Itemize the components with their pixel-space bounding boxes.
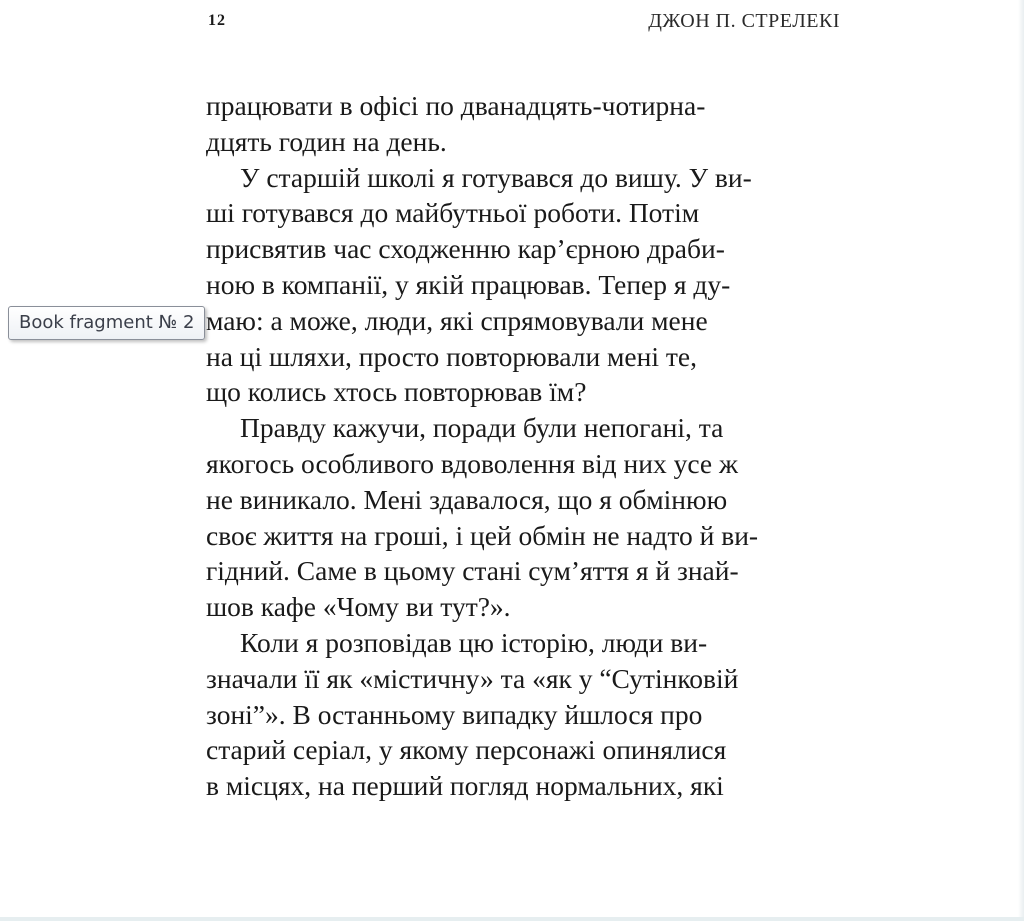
text-line: в місцях, на перший погляд нормальних, які: [206, 770, 724, 802]
text-line: дцять годин на день.: [206, 125, 447, 157]
text-line: зоні”». В останньому випадку йшлося про: [206, 698, 703, 730]
text-line: Коли я розповідав цю історію, люди ви-: [240, 626, 708, 658]
fragment-tooltip: Book fragment № 2: [8, 306, 205, 340]
text-line: шов кафе «Чому ви тут?».: [206, 591, 511, 623]
text-line: маю: а може, люди, які спрямовували мене: [206, 304, 708, 336]
text-line: не виникало. Мені здавалося, що я обмінюю: [206, 483, 728, 515]
text-line: присвятив час сходженню кар’єрною драби-: [206, 233, 725, 265]
text-line: на ці шляхи, просто повторювали мені те,: [206, 340, 697, 372]
text-line: Правду кажучи, поради були непогані, та: [240, 412, 724, 444]
text-line: значали її як «містичну» та «як у “Сутінковій: [206, 662, 739, 694]
page-number: 12: [208, 12, 226, 29]
text-line: працювати в офісі по дванадцять-чотирна-: [206, 90, 706, 121]
page-edge-shadow: [1018, 0, 1024, 921]
text-line: У старшій школі я готувався до вишу. У ви-: [240, 161, 752, 193]
text-line: гідний. Саме в цьому стані сум’яття я й знай-: [206, 555, 739, 587]
text-line: ною в компанії, у якій працював. Тепер я ду-: [206, 268, 731, 300]
page-bottom-edge: [0, 917, 1024, 921]
running-head-author: ДЖОН П. СТРЕЛЕКІ: [648, 10, 840, 32]
text-line: ші готувався до майбутньої роботи. Потім: [206, 197, 700, 229]
text-line: що колись хтось повторював їм?: [206, 376, 587, 408]
text-line: якогось особливого вдоволення від них усе ж: [206, 447, 738, 479]
text-line: старий серіал, у якому персонажі опинялися: [206, 734, 727, 766]
body-text: [206, 88, 846, 804]
text-line: своє життя на гроші, і цей обмін не надто й ви-: [206, 519, 759, 551]
